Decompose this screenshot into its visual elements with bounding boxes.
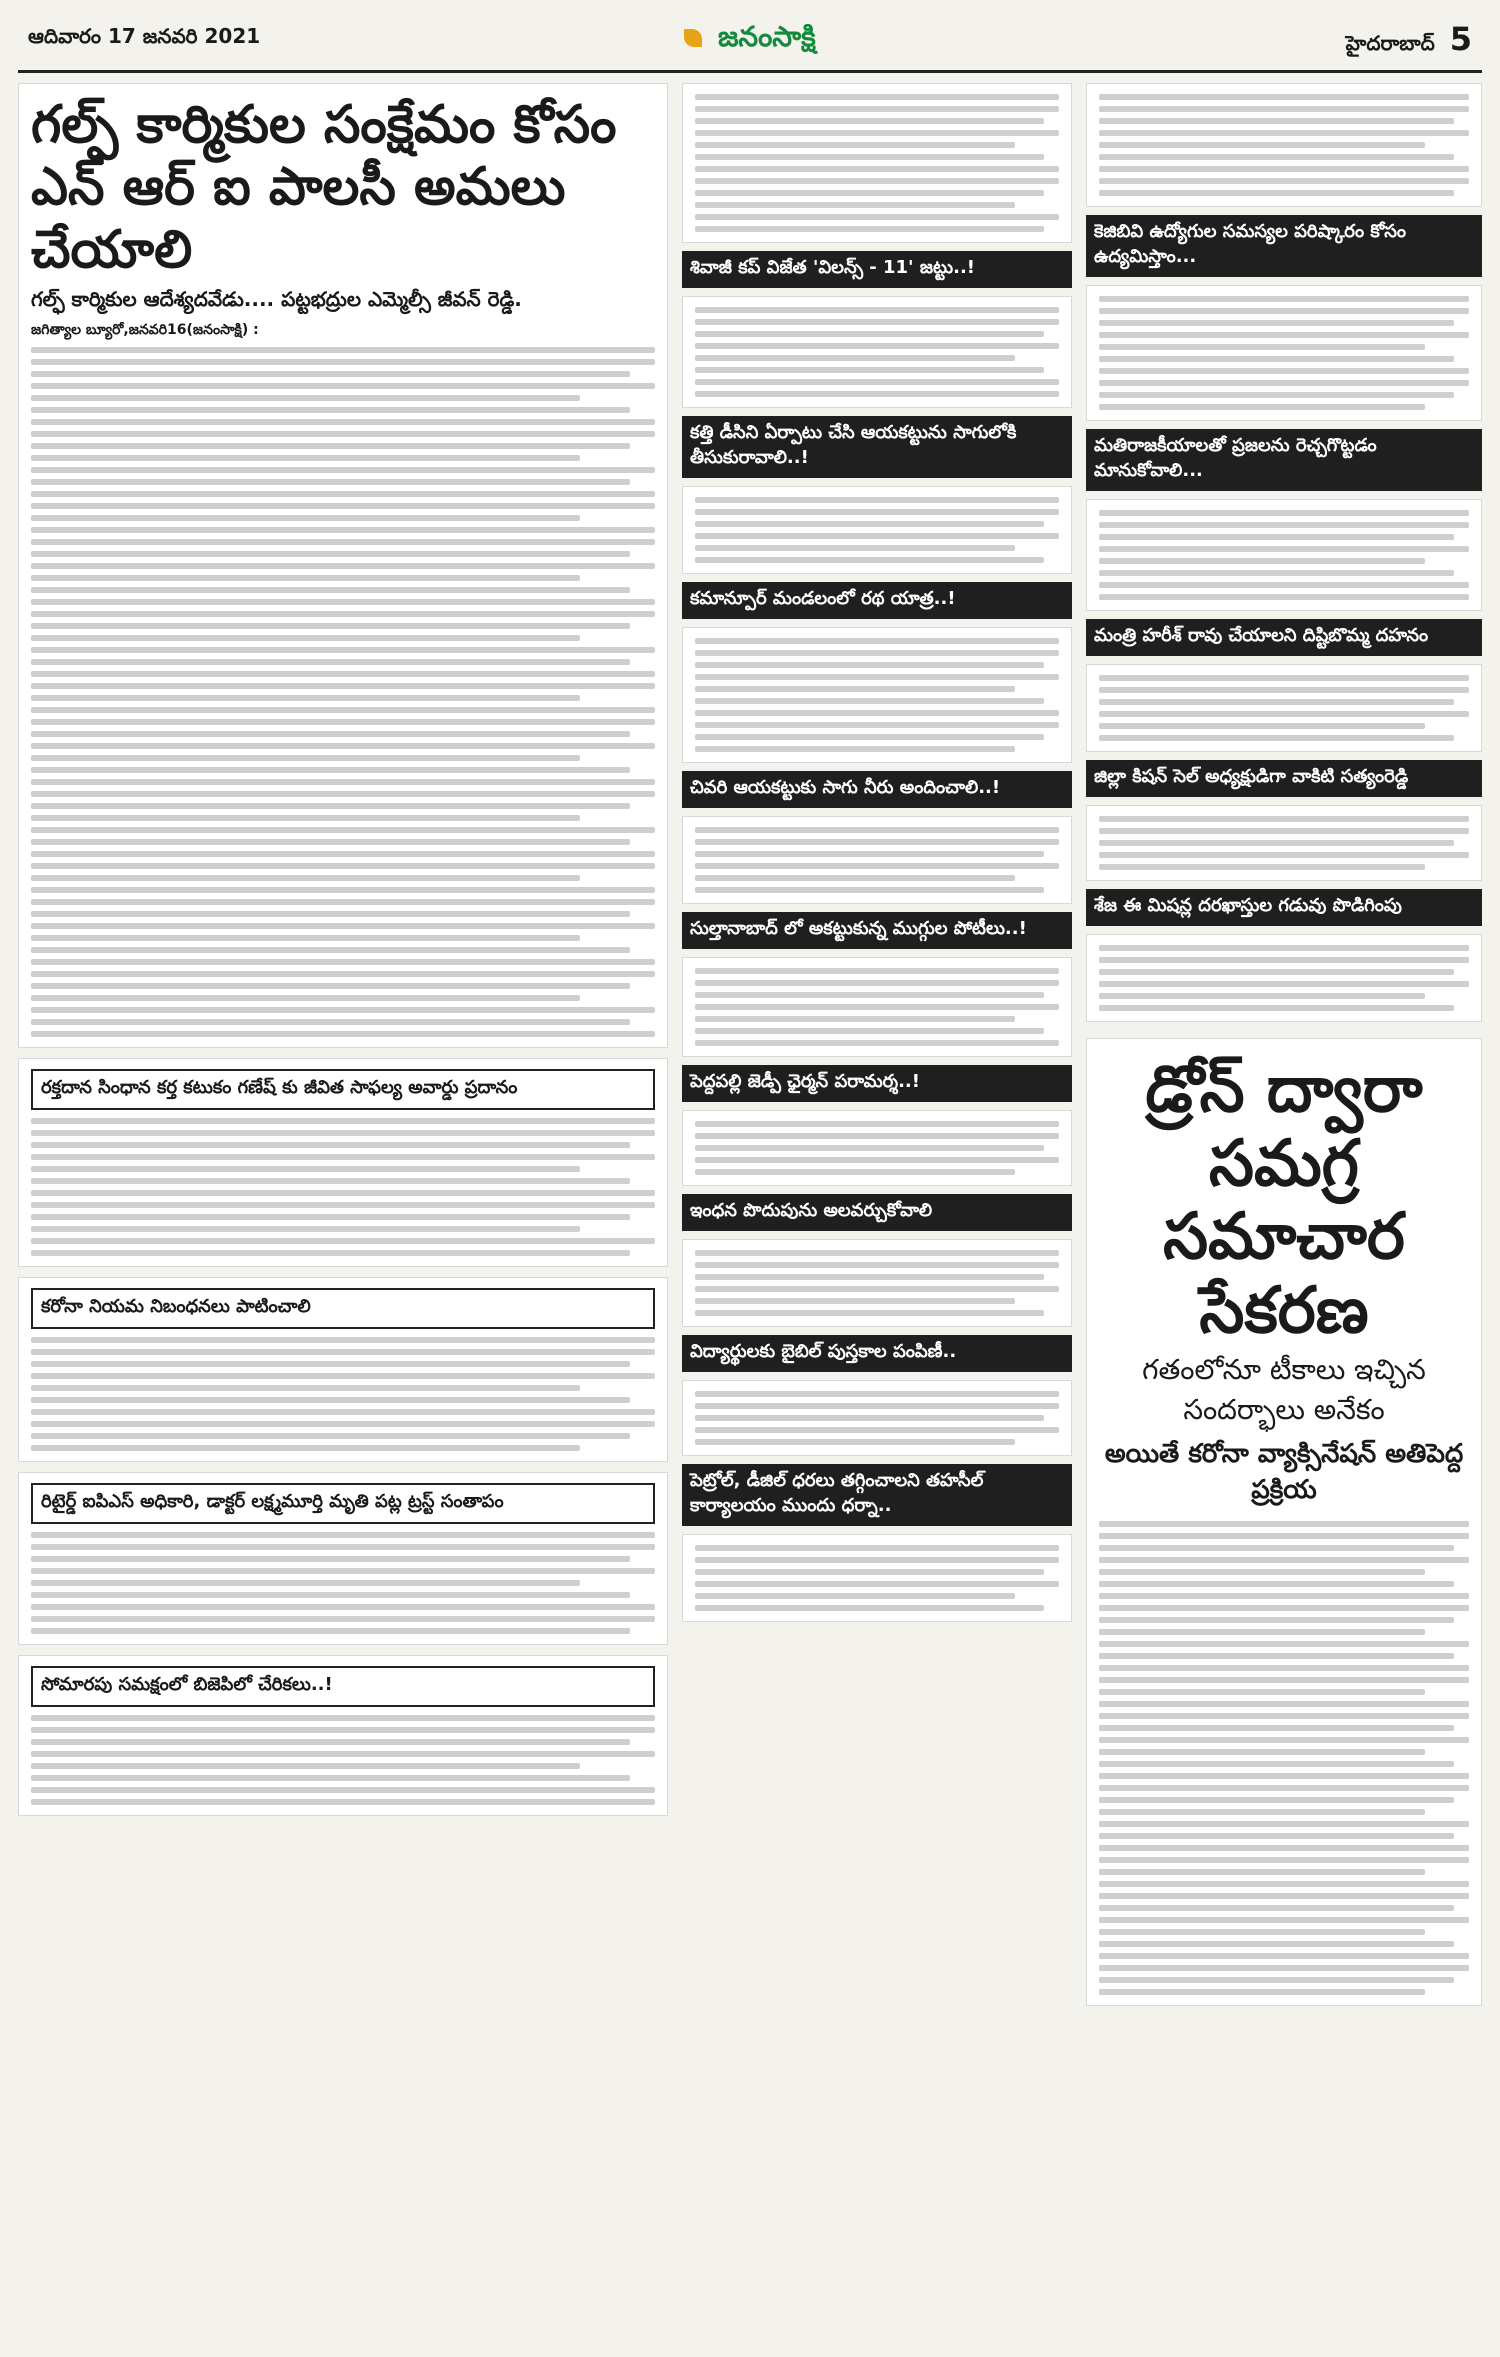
right-article-3 [1086, 664, 1482, 752]
mid-article-7-lines [695, 1250, 1059, 1316]
right-head-1: కెజిబివి ఉద్యోగుల సమస్యల పరిష్కారం కోసం ఉద్యమిస్తాం... [1086, 215, 1482, 277]
mid-article-4-lines [695, 827, 1059, 893]
mid-head-7: ఇంధన పొదుపును అలవర్చుకోవాలి [682, 1194, 1072, 1231]
mid-article-2 [682, 486, 1072, 574]
mid-top-lines [695, 94, 1059, 232]
mid-top-text [682, 83, 1072, 243]
right-article-4-lines [1099, 816, 1469, 870]
left-box-4 [18, 1655, 668, 1816]
mid-head-5: సుల్తానాబాద్ లో అకట్టుకున్న ముగ్గుల పోటీలు..! [682, 912, 1072, 949]
middle-column [682, 83, 1072, 2353]
mid-article-5-lines [695, 968, 1059, 1046]
brand-name: జనంసాక్షి [717, 20, 816, 53]
mid-article-3 [682, 627, 1072, 763]
right-top-lines [1099, 94, 1469, 196]
right-article-3-lines [1099, 675, 1469, 741]
lead-headline: గల్ఫ్ కార్మికుల సంక్షేమం కోసం ఎన్ ఆర్ ఐ పాలసీ అమలు చేయాలి [31, 94, 617, 280]
page-number: 5 [1449, 20, 1472, 58]
right-top-text [1086, 83, 1482, 207]
mid-article-8-lines [695, 1391, 1059, 1445]
location: హైదరాబాద్ [1345, 31, 1435, 55]
mid-article-2-lines [695, 497, 1059, 563]
mid-head-6: పెద్దపల్లి జెడ్పీ ఛైర్మన్ పరామర్శ..! [682, 1065, 1072, 1102]
right-article-2-lines [1099, 510, 1469, 600]
left-box-2 [18, 1277, 668, 1462]
left-box-2-lines [31, 1337, 655, 1451]
brand [18, 20, 1482, 60]
mid-article-6-lines [695, 1121, 1059, 1175]
right-article-4 [1086, 805, 1482, 881]
mid-head-2: కత్తి డీసిని ఏర్పాటు చేసి ఆయకట్టును సాగులోకి తీసుకురావాలి..! [682, 416, 1072, 478]
right-hero [1086, 1038, 1482, 2006]
mid-article-3-lines [695, 638, 1059, 752]
issue-date: ఆదివారం 17 జనవరి 2021 [28, 24, 261, 48]
mid-article-1-lines [695, 307, 1059, 397]
left-box-4-title: సోమారపు సమక్షంలో బిజెపిలో చేరికలు..! [31, 1666, 655, 1707]
mid-head-9: పెట్రోల్, డీజిల్ ధరలు తగ్గించాలని తహసీల్ కార్యాలయం ముందు ధర్నా.. [682, 1464, 1072, 1526]
left-lead [18, 83, 668, 1048]
right-head-2: మతిరాజకీయాలతో ప్రజలను రెచ్చగొట్టడం మానుకోవాలి... [1086, 429, 1482, 491]
mid-article-9 [682, 1534, 1072, 1622]
hero-title: డ్రోన్ ద్వారా సమగ్ర సమాచార సేకరణ [1145, 1052, 1423, 1348]
mid-head-4: చివరి ఆయకట్టుకు సాగు నీరు అందించాలి..! [682, 771, 1072, 808]
left-box-3-lines [31, 1532, 655, 1634]
right-article-1-lines [1099, 296, 1469, 410]
lead-text-lines [31, 347, 655, 1037]
right-head-3: మంత్రి హరీశ్ రావు చేయాలని దిష్టిబొమ్మ దహనం [1086, 619, 1482, 656]
mid-article-8 [682, 1380, 1072, 1456]
mid-article-1 [682, 296, 1072, 408]
mid-head-1: శివాజీ కప్ విజేత 'విలన్స్ - 11' జట్టు..! [682, 251, 1072, 288]
right-column [1086, 83, 1482, 2353]
mid-head-8: విద్యార్థులకు బైబిల్ పుస్తకాల పంపిణీ.. [682, 1335, 1072, 1372]
right-article-5 [1086, 934, 1482, 1022]
mid-article-5 [682, 957, 1072, 1057]
right-article-1 [1086, 285, 1482, 421]
mid-article-4 [682, 816, 1072, 904]
mid-article-7 [682, 1239, 1072, 1327]
hero-subtitle: గతంలోనూ టీకాలు ఇచ్చిన సందర్భాలు అనేకం [1142, 1353, 1426, 1427]
left-box-3 [18, 1472, 668, 1645]
lead-byline: జగిత్యాల బ్యూరో,జనవరి16(జనంసాక్షి) : [31, 322, 259, 339]
hero-text-lines [1099, 1521, 1469, 1995]
lead-subhead: గల్ఫ్ కార్మికుల ఆదేశ్యదవేడు.... పట్టభద్రుల ఎమ్మెల్సీ జీవన్ రెడ్డి. [31, 287, 522, 312]
left-box-1 [18, 1058, 668, 1267]
hero-subtitle-2: అయితే కరోనా వ్యాక్సినేషన్ అతిపెద్ద ప్రక్రియ [1104, 1439, 1464, 1506]
left-box-1-title: రక్తదాన సింధాన కర్త కటుకం గణేష్ కు జీవిత సాఫల్య అవార్డు ప్రదానం [31, 1069, 655, 1110]
right-article-2 [1086, 499, 1482, 611]
left-box-1-lines [31, 1118, 655, 1256]
masthead [18, 14, 1482, 73]
left-column [18, 83, 668, 2353]
left-box-4-lines [31, 1715, 655, 1805]
right-article-5-lines [1099, 945, 1469, 1011]
right-head-4: జిల్లా కిషన్ సెల్ అధ్యక్షుడిగా వాకిటి సత్యంరెడ్డి [1086, 760, 1482, 797]
mid-article-6 [682, 1110, 1072, 1186]
columns [18, 83, 1482, 2353]
right-head-5: శేజ ఈ మిషన్ల దరఖాస్తుల గడువు పొడిగింపు [1086, 889, 1482, 926]
left-box-3-title: రిటైర్డ్ ఐపిఎస్ అధికారి, డాక్టర్ లక్ష్మమూర్తి మృతి పట్ల ట్రస్ట్ సంతాపం [31, 1483, 655, 1524]
brand-leaf-icon [684, 29, 702, 47]
location-and-page [1346, 20, 1472, 60]
mid-head-3: కమాన్పూర్ మండలంలో రథ యాత్ర..! [682, 582, 1072, 619]
left-box-2-title: కరోనా నియమ నిబంధనలు పాటించాలి [31, 1288, 655, 1329]
mid-article-9-lines [695, 1545, 1059, 1611]
